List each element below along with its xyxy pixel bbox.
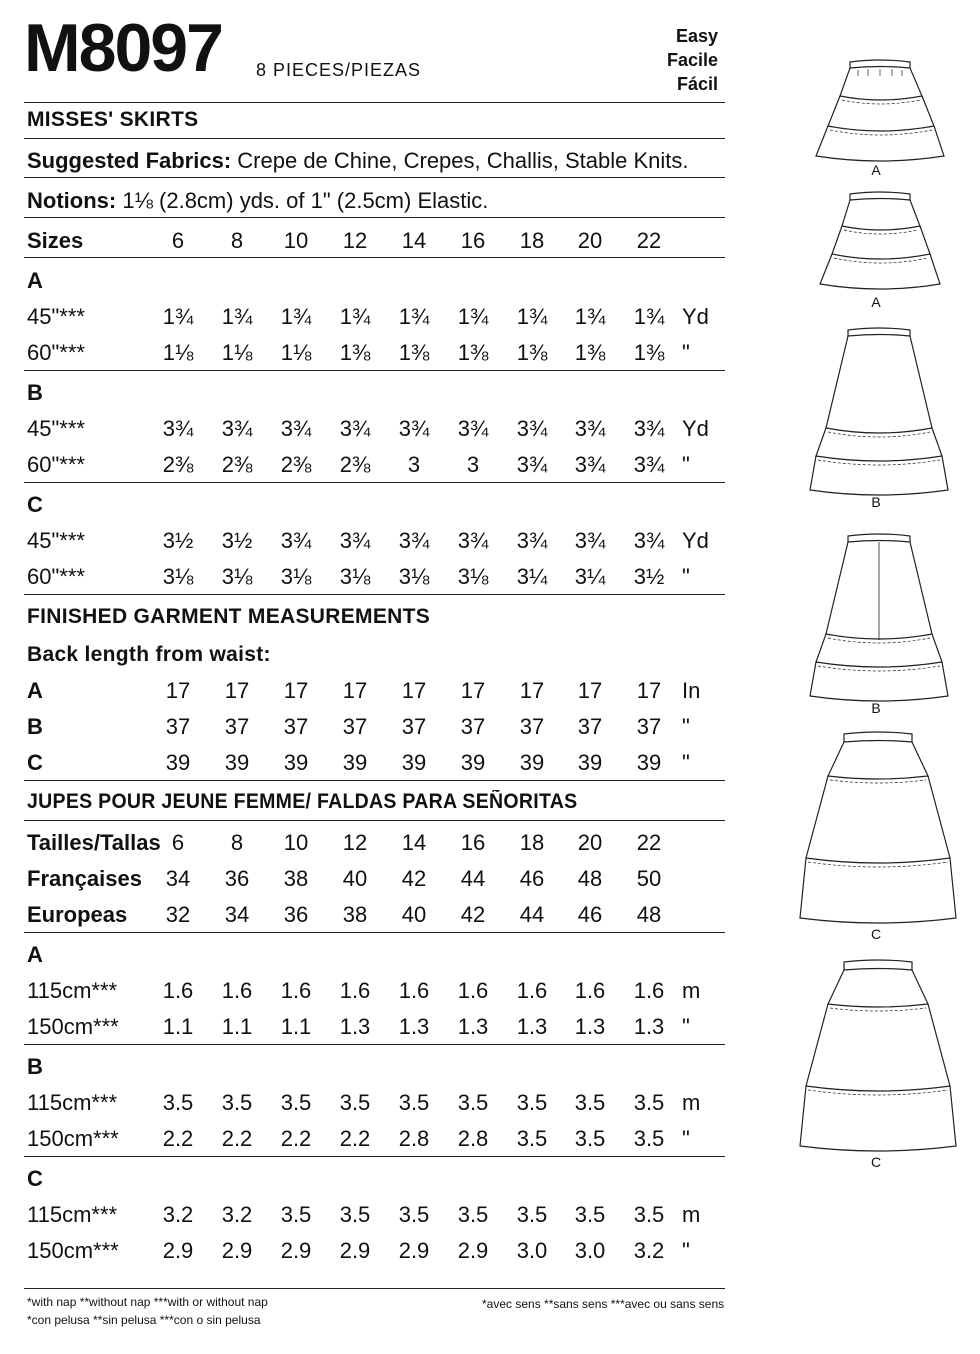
divider bbox=[24, 217, 725, 218]
view-label: C bbox=[870, 1154, 882, 1170]
suggested-fabrics bbox=[27, 148, 689, 174]
view-label: B bbox=[871, 494, 881, 510]
view-a-heading: A bbox=[27, 942, 43, 967]
view-c-heading: C bbox=[27, 1166, 43, 1191]
difficulty-en: Easy bbox=[675, 26, 718, 46]
pattern-title: MISSES' SKIRTS bbox=[27, 108, 199, 131]
notions bbox=[27, 188, 488, 214]
measurement-row: B 37 37 37 37 37 37 37 37 37 " bbox=[27, 714, 690, 739]
skirt-view-b-back-illustration bbox=[806, 532, 952, 702]
fabric-width: 115cm*** bbox=[27, 1202, 118, 1227]
divider bbox=[24, 257, 725, 258]
yardage-row: 150cm*** 1.1 1.1 1.1 1.3 1.3 1.3 1.3 1.3 1.3 " bbox=[27, 1014, 690, 1039]
view-label: A bbox=[871, 162, 881, 178]
view-a-heading: A bbox=[27, 268, 43, 293]
divider bbox=[24, 102, 725, 103]
unit: Yd bbox=[682, 416, 709, 441]
difficulty-es: Fácil bbox=[676, 74, 718, 94]
unit: Yd bbox=[682, 528, 709, 553]
footnote-english: *with nap **without nap ***with or without nap bbox=[27, 1295, 268, 1309]
fabric-width: 45"*** bbox=[27, 528, 85, 553]
size-cell: 16 bbox=[460, 228, 486, 253]
divider bbox=[24, 820, 725, 821]
fabric-width: 45"*** bbox=[27, 304, 85, 329]
skirt-view-c-back-illustration bbox=[796, 958, 960, 1154]
yardage-row: 60"*** 3⅛ 3⅛ 3⅛ 3⅛ 3⅛ 3⅛ 3¼ 3¼ 3½ " bbox=[27, 564, 690, 589]
fabric-width: 60"*** bbox=[27, 452, 85, 477]
fabric-width: 115cm*** bbox=[27, 978, 118, 1003]
unit: m bbox=[682, 1202, 701, 1227]
back-length-label: Back length from waist: bbox=[27, 643, 271, 666]
fabric-width: 150cm*** bbox=[27, 1238, 119, 1263]
size-cell: 10 bbox=[283, 228, 309, 253]
divider bbox=[24, 482, 725, 483]
size-cell: 18 bbox=[519, 228, 545, 253]
measurement-row: C 39 39 39 39 39 39 39 39 39 " bbox=[27, 750, 690, 775]
pattern-number: M8097 bbox=[24, 10, 222, 86]
yardage-row: 60"*** 2⅜ 2⅜ 2⅜ 2⅜ 3 3 3¾ 3¾ 3¾ " bbox=[27, 452, 690, 477]
divider bbox=[24, 177, 725, 178]
yardage-row: 115cm*** 3.5 3.5 3.5 3.5 3.5 3.5 3.5 3.5 3.5 m bbox=[27, 1090, 701, 1115]
size-cell: 8 bbox=[230, 228, 244, 253]
sizes-label: Françaises bbox=[27, 866, 142, 891]
yardage-row: 45"*** 3¾ 3¾ 3¾ 3¾ 3¾ 3¾ 3¾ 3¾ 3¾ Yd bbox=[27, 416, 709, 441]
size-cell: 6 bbox=[171, 228, 185, 253]
yardage-row: 150cm*** 2.9 2.9 2.9 2.9 2.9 2.9 3.0 3.0 3.2 " bbox=[27, 1238, 690, 1263]
size-cell: 14 bbox=[401, 228, 427, 253]
sizes-label: Sizes bbox=[27, 228, 84, 253]
notions-text: 1⅛ (2.8cm) yds. of 1" (2.5cm) Elastic. bbox=[122, 188, 489, 213]
view-label: C bbox=[27, 750, 43, 775]
unit: " bbox=[682, 340, 690, 365]
fabric-width: 115cm*** bbox=[27, 1090, 118, 1115]
fabrics-text: Crepe de Chine, Crepes, Challis, Stable Knits. bbox=[237, 148, 689, 173]
unit: " bbox=[682, 452, 690, 477]
divider bbox=[24, 1288, 725, 1289]
finished-measurements-heading: FINISHED GARMENT MEASUREMENTS bbox=[27, 605, 431, 628]
yardage-row: 45"*** 1¾ 1¾ 1¾ 1¾ 1¾ 1¾ 1¾ 1¾ 1¾ Yd bbox=[27, 304, 709, 329]
footnote-french: *avec sens **sans sens ***avec ou sans sens bbox=[482, 1297, 725, 1311]
size-cell: 20 bbox=[577, 228, 603, 253]
view-c-heading: C bbox=[27, 492, 43, 517]
divider bbox=[24, 1044, 725, 1045]
divider bbox=[24, 370, 725, 371]
measurement-row: A 17 17 17 17 17 17 17 17 17 In bbox=[27, 678, 701, 703]
unit: m bbox=[682, 1090, 701, 1115]
divider bbox=[24, 780, 725, 781]
metric-sizes-row: Europeas 32 34 36 38 40 42 44 46 48 bbox=[27, 902, 662, 927]
yardage-row: 115cm*** 3.2 3.2 3.5 3.5 3.5 3.5 3.5 3.5 3.5 m bbox=[27, 1202, 701, 1227]
unit: In bbox=[682, 678, 701, 703]
view-label: A bbox=[27, 678, 43, 703]
yardage-row: 115cm*** 1.6 1.6 1.6 1.6 1.6 1.6 1.6 1.6 1.6 m bbox=[27, 978, 701, 1003]
unit: " bbox=[682, 564, 690, 589]
fabric-width: 45"*** bbox=[27, 416, 85, 441]
divider bbox=[24, 594, 725, 595]
view-label: B bbox=[871, 700, 881, 716]
unit: " bbox=[682, 714, 690, 739]
view-b-heading: B bbox=[27, 1054, 43, 1079]
metric-heading: JUPES POUR JEUNE FEMME/ FALDAS PARA SEÑORITAS bbox=[27, 790, 578, 813]
view-label: C bbox=[870, 926, 882, 942]
skirt-view-c-illustration bbox=[796, 730, 960, 926]
fabric-width: 60"*** bbox=[27, 564, 85, 589]
divider bbox=[24, 932, 725, 933]
skirt-view-b-illustration bbox=[806, 326, 952, 496]
piece-count: 8 PIECES/PIEZAS bbox=[256, 60, 422, 80]
size-cell: 22 bbox=[636, 228, 662, 253]
yardage-row: 150cm*** 2.2 2.2 2.2 2.2 2.8 2.8 3.5 3.5 3.5 " bbox=[27, 1126, 690, 1151]
fabric-width: 60"*** bbox=[27, 340, 85, 365]
size-cell: 12 bbox=[342, 228, 368, 253]
unit: " bbox=[682, 1014, 690, 1039]
fabrics-label: Suggested Fabrics: bbox=[27, 148, 232, 173]
divider bbox=[24, 1156, 725, 1157]
view-label: A bbox=[871, 294, 881, 310]
difficulty-fr: Facile bbox=[666, 50, 718, 70]
sizes-label: Tailles/Tallas bbox=[27, 830, 161, 855]
view-label: B bbox=[27, 714, 43, 739]
notions-label: Notions: bbox=[27, 188, 117, 213]
unit: " bbox=[682, 1238, 690, 1263]
difficulty-rating bbox=[667, 24, 718, 96]
fabric-width: 150cm*** bbox=[27, 1014, 119, 1039]
sizes-label: Europeas bbox=[27, 902, 128, 927]
skirt-view-a-illustration bbox=[810, 56, 950, 164]
unit: " bbox=[682, 750, 690, 775]
footnote-spanish: *con pelusa **sin pelusa ***con o sin pelusa bbox=[27, 1313, 261, 1327]
skirt-view-a-back-illustration bbox=[810, 188, 950, 292]
unit: Yd bbox=[682, 304, 709, 329]
metric-sizes-row: Françaises 34 36 38 40 42 44 46 48 50 bbox=[27, 866, 662, 891]
divider bbox=[24, 138, 725, 139]
fabric-width: 150cm*** bbox=[27, 1126, 119, 1151]
yardage-row: 45"*** 3½ 3½ 3¾ 3¾ 3¾ 3¾ 3¾ 3¾ 3¾ Yd bbox=[27, 528, 709, 553]
unit: m bbox=[682, 978, 701, 1003]
unit: " bbox=[682, 1126, 690, 1151]
metric-sizes-row: Tailles/Tallas 6 8 10 12 14 16 18 20 22 bbox=[27, 830, 662, 855]
yardage-row: 60"*** 1⅛ 1⅛ 1⅛ 1⅜ 1⅜ 1⅜ 1⅜ 1⅜ 1⅜ " bbox=[27, 340, 690, 365]
view-b-heading: B bbox=[27, 380, 43, 405]
